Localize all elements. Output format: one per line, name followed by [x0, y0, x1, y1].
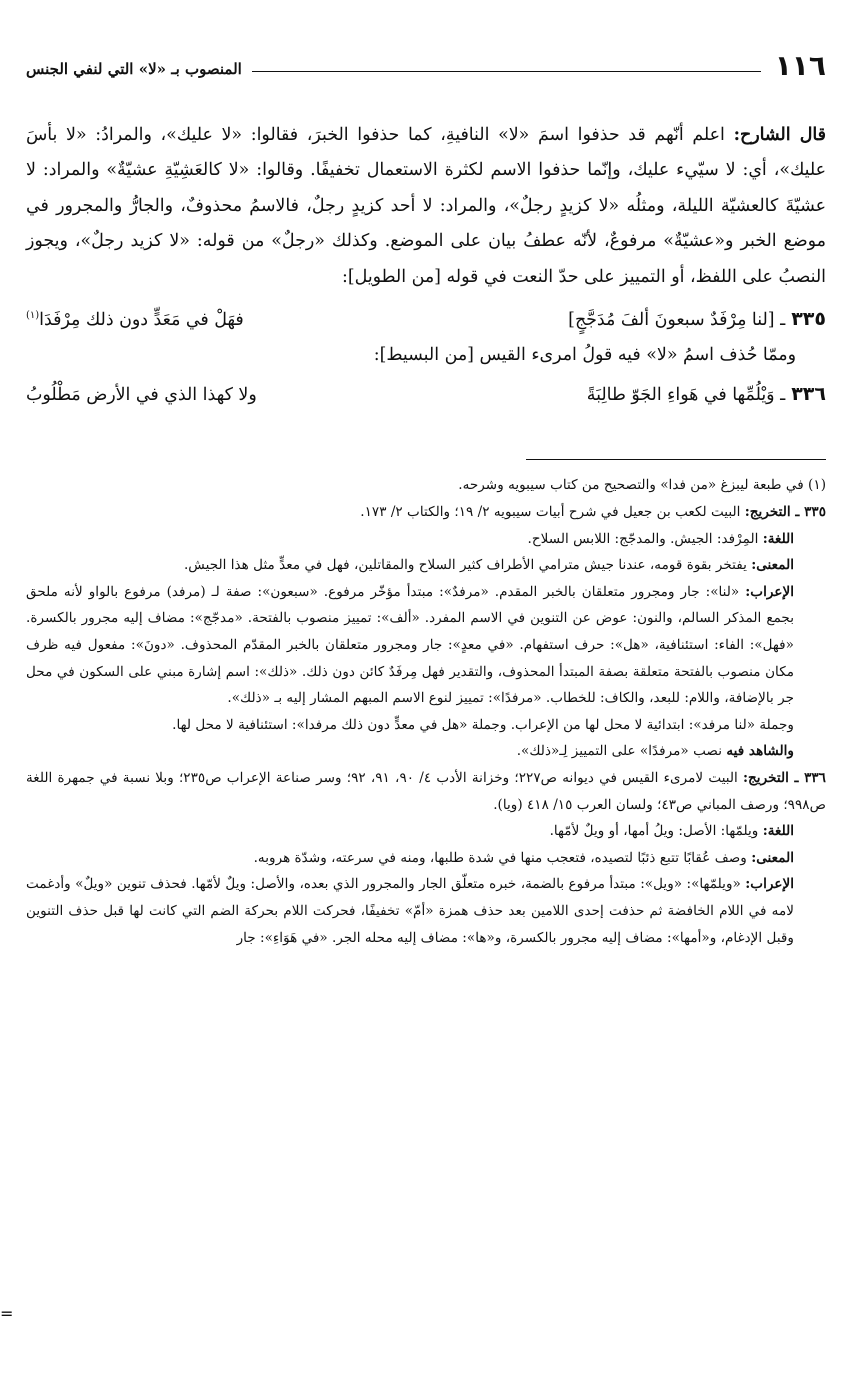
- footnote-marker: (١): [25, 310, 40, 322]
- page: [26, 46, 826, 951]
- verse-first-hemistich: ـ [لنا مِرْفَدٌ سبعونَ ألفَ مُدَجَّجٍ]: [568, 309, 786, 330]
- footnote-line: المعنى: يفتخر بقوة قومه، عندنا جيش مترامي الأطراف كثير السلاح والمقاتلين، فهل في معدٍّ مثل هذا الجيش.: [183, 557, 794, 574]
- continuation-mark: =: [0, 1304, 14, 1323]
- footnote-separator: [526, 459, 826, 460]
- verse-336: [26, 373, 826, 416]
- verse-first-hemistich: ـ وَيْلُمِّها في هَواءِ الجَوّ طالِبَةً: [586, 385, 786, 406]
- page-header: [26, 46, 826, 82]
- main-text: [26, 118, 826, 416]
- footnote-line: اللغة: ويلمّها: الأصل: ويلُ أمها، أو ويلٌ لأمّها.: [549, 823, 794, 840]
- footnote-line: (١) في طبعة ليبزغ «من فدا» والتصحيح من كتاب سيبويه وشرحه.: [458, 477, 826, 494]
- verse-second-hemistich: فهَلْ في مَعَدٍّ دون ذلك مِرْفَدَا$^{(١)}$: [25, 309, 244, 330]
- header-rule: [252, 71, 761, 72]
- paragraph-text: اعلم أنّهم قد حذفوا اسمَ «لا» النافيةِ، كما حذفوا الخبرَ، فقالوا: «لا عليك»، والمرادُ: «لا بأسَ عليك»، أي: لا سيّيء عليك، وإنّما حذفوا الاسم لكثرة الاستعمال تخفيفًا. وقالوا: «لا كالعَشِيّةِ عشيّةٌ» والمراد: لا عشيّةَ كالعشيّة الليلة، ومثلُه «لا كزيدٍ رجلٌ»، والمراد: لا أحد كزيدٍ رجلٌ، فالاسمُ محذوفٌ، والجارُّ والمجرور في موضع الخبر و«عشيّةٌ» مرفوعٌ، لأنّه عطفُ بيان على الموضع. وكذلك «رجلٌ» من قوله: «لا كزيد رجلٌ»، ويجوز النصبُ على اللفظ، أو التمييز على حدّ النعت في قوله [من الطويل]:: [26, 125, 826, 287]
- paragraph-label: قال الشارح:: [733, 125, 826, 145]
- page-number: ١١٦: [774, 49, 826, 82]
- footnotes: [26, 472, 826, 951]
- verse-number: ٣٣٦: [791, 383, 826, 406]
- footnote-line: الإعراب: «لنا»: جار ومجرور متعلقان بالخبر المقدم. «مرفدٌ»: مبتدأ مؤخّر مرفوع. «سبعون»: صفة لـ (مرفد) مرفوع بالواو لأنه ملحق بجمع المذكر السالم، والنون: عوض عن التنوين في الاسم المفرد. «ألف»: تمييز منصوب بالفتحة. «مدجّج»: مضاف إليه مجرور بالكسرة. «فهل»: الفاء: استئنافية، «هل»: حرف استفهام. «في معدٍ»: جار ومجرور متعلقان بالخبر المقدّم المحذوف. «دونَ»: مفعول فيه ظرف مكان منصوب بالفتحة متعلقة بصفة المبتدأ المحذوف، والتقدير فهل مِرفَدٌ كائن دون ذلك. «ذلك»: اسم إشارة مبني على السكون في محل جر بالإضافة، واللام: للبعد، والكاف: للخطاب. «مرفدًا»: تمييز لنوع الاسم المبهم المشار إليه بـ «ذلك».: [26, 583, 794, 707]
- footnote-line: ٣٣٦ ـ التخريج: البيت لامرىء القيس في ديوانه ص٢٢٧؛ وخزانة الأدب ٤/ ٩٠، ٩١، ٩٢؛ وسر صناعة الإعراب ص٢٣٥؛ وبلا نسبة في جمهرة اللغة ص٩٩٨؛ ورصف المباني ص٤٣؛ ولسان العرب ١٥/ ٤١٨ (ويا).: [26, 769, 826, 813]
- footnote-line: المعنى: وصف عُقابًا تتبع ذئبًا لتصيده، فتعجب منها في شدة طلبها، ومنه في سرعته، وشدّة هروبه.: [253, 849, 794, 866]
- running-title: المنصوب بـ «لا» التي لنفي الجنس: [26, 60, 242, 78]
- intro-paragraph: وممّا حُذف اسمُ «لا» فيه قولُ امرىء القيس [من البسيط]:: [373, 345, 796, 366]
- verse-number: ٣٣٥: [791, 307, 826, 330]
- verse-335: [26, 295, 826, 338]
- verse-second-hemistich: ولا كهذا الذي في الأرض مَطْلُوبُ: [25, 385, 257, 406]
- footnote-line: والشاهد فيه نصب «مرفدًا» على التمييز لِـ«ذلك».: [516, 743, 794, 760]
- footnote-line: اللغة: المِرْفد: الجيش. والمدجّج: اللابس السلاح.: [527, 530, 794, 547]
- commentary-paragraph: [26, 118, 826, 295]
- footnote-line: ٣٣٥ ـ التخريج: البيت لكعب بن جعيل في شرح أبيات سيبويه ٢/ ١٩؛ والكتاب ٢/ ١٧٣.: [360, 504, 826, 521]
- footnote-line: الإعراب: «ويلمّها»: «ويل»: مبتدأ مرفوع بالضمة، خبره متعلّق الجار والمجرور الذي بعده، والأصل: ويلٌ لأمّها. فحذف تنوين «ويلٌ» وأدغمت لامه في اللام الخافضة ثم حذفت إحدى اللامين بعد حذف همزة «أمّ» تخفيفًا، فحركت اللام بحركة الضم التي كانت لها قبل حذف التنوين وقبل الإدغام، و«أمها»: مضاف إليه مجرور بالكسرة، و«ها»: مضاف إليه محله الجر. «في هَوَاءِ»: جار: [26, 876, 794, 946]
- footnote-line: وجملة «لنا مرفد»: ابتدائية لا محل لها من الإعراب. وجملة «هل في معدٍّ دون ذلك مرفدا»: استئنافية لا محل لها.: [172, 716, 794, 733]
